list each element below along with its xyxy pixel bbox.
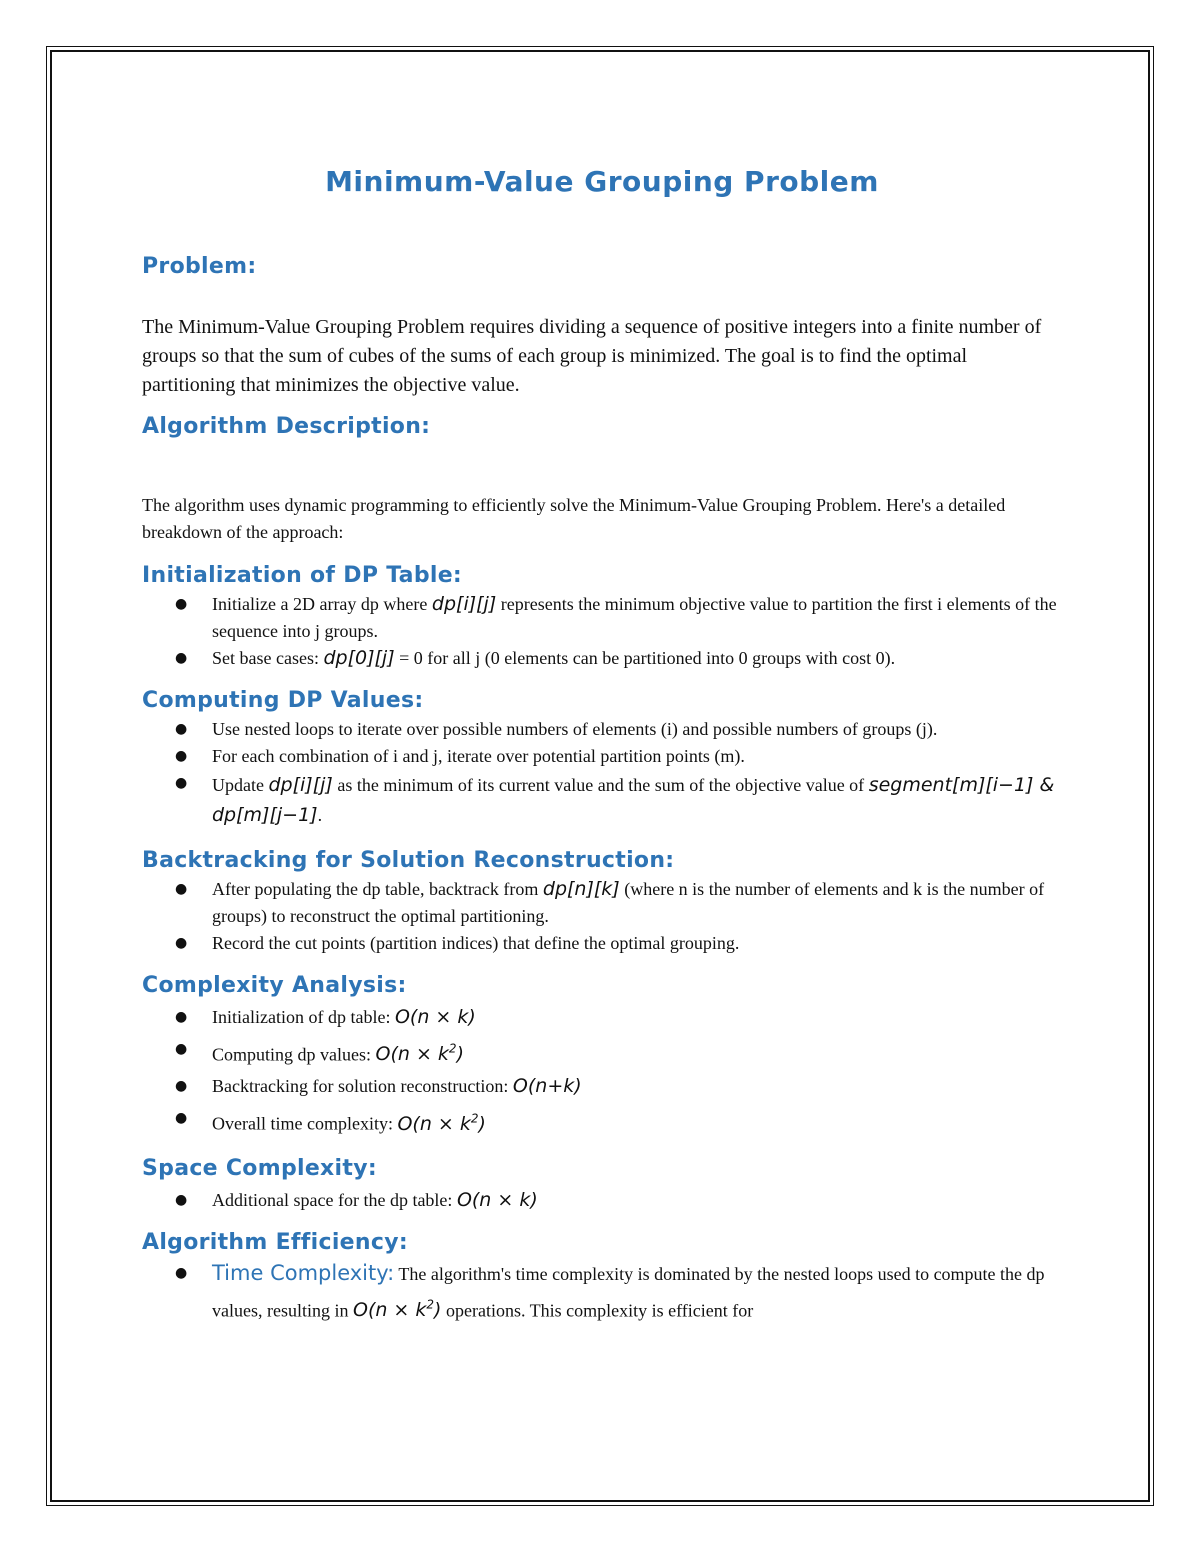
bullet-icon: ● — [175, 1009, 188, 1025]
math-expression: O(n+k) — [512, 1075, 582, 1098]
efficiency-heading: Algorithm Efficiency: — [142, 1229, 408, 1255]
backtracking-heading: Backtracking for Solution Reconstruction: — [142, 848, 675, 873]
efficiency-list — [142, 1258, 1062, 1326]
init-heading: Initialization of DP Table: — [142, 563, 463, 588]
math-expression: dp[n][k] — [542, 878, 620, 900]
bullet-icon: ● — [175, 1110, 188, 1127]
bullet-icon: ● — [175, 1078, 188, 1095]
document-title: Minimum-Value Grouping Problem — [325, 165, 879, 198]
math-expression: $O(n \times k^2)$ — [375, 1042, 464, 1066]
computing-heading: Computing DP Values: — [142, 688, 424, 713]
list-item: ● Computing dp values: $O(n \times k^2)$ — [142, 1033, 1062, 1070]
bullet-icon: ● — [175, 1041, 188, 1057]
math-expression: O(n × k) — [394, 1006, 476, 1028]
bullet-icon: ● — [175, 748, 188, 764]
inline-heading: Time Complexity: — [212, 1260, 395, 1285]
math-expression: dp[i][j] — [431, 593, 497, 615]
space-heading: Space Complexity: — [142, 1155, 377, 1181]
list-item: ● Use nested loops to iterate over possible numbers of elements (i) and possible numbers of groups (j). — [142, 716, 1062, 743]
list-item: ● Time Complexity: The algorithm's time complexity is dominated by the nested loops used to compute the dp values, resulting in $O(n \times k^2)$ operations. This complexity is efficient for — [142, 1258, 1062, 1326]
complexity-list — [142, 1001, 1062, 1140]
math-expression: O(n × k) — [456, 1188, 538, 1211]
list-item: ● Additional space for the dp table: O(n × k) — [142, 1184, 1062, 1216]
algorithm-heading: Algorithm Description: — [142, 414, 431, 439]
math-expression: $O(n \times k^2)$ — [397, 1111, 486, 1135]
list-item: ● Update dp[i][j] as the minimum of its current value and the sum of the objective value of segment[m][i−1] & dp[m][j−1]. — [142, 770, 1062, 830]
math-expression: dp[i][j] — [268, 774, 333, 796]
init-list — [142, 591, 1062, 672]
complexity-heading: Complexity Analysis: — [142, 973, 407, 998]
document-content — [142, 160, 1062, 1326]
backtracking-list — [142, 876, 1062, 957]
algorithm-body: The algorithm uses dynamic programming to efficiently solve the Minimum-Value Grouping Problem. Here's a detailed breakdown of the approach: — [142, 495, 1006, 542]
problem-body: The Minimum-Value Grouping Problem requires dividing a sequence of positive integers into a finite number of groups so that the sum of cubes of the sums of each group is minimized. The goal is to find the optimal partitioning that minimizes the objective value. — [142, 316, 1042, 396]
math-expression: dp[0][j] — [323, 647, 395, 669]
list-item: ● Backtracking for solution reconstruction: O(n+k) — [142, 1070, 1062, 1102]
bullet-icon: ● — [175, 721, 188, 737]
bullet-icon: ● — [175, 650, 188, 666]
bullet-icon: ● — [175, 596, 188, 612]
list-item: ● After populating the dp table, backtrack from dp[n][k] (where n is the number of elements and k is the number of groups) to reconstruct the optimal partitioning. — [175, 878, 1045, 926]
math-expression: $O(n \times k^2)$ — [352, 1297, 442, 1321]
list-item: ● Record the cut points (partition indices) that define the optimal grouping. — [142, 930, 1062, 957]
computing-list — [142, 716, 1062, 830]
list-item: ● Set base cases: dp[0][j] = 0 for all j (0 elements can be partitioned into 0 groups with cost 0). — [142, 645, 1062, 672]
bullet-icon: ● — [175, 1191, 188, 1208]
bullet-icon: ● — [175, 775, 188, 791]
list-item: ● Initialize a 2D array dp where dp[i][j] represents the minimum objective value to partition the first i elements of the sequence into j groups. — [175, 593, 1057, 641]
bullet-icon: ● — [175, 935, 188, 951]
bullet-icon: ● — [175, 1264, 188, 1281]
list-item: ● Overall time complexity: $O(n \times k^2)$ — [142, 1102, 1062, 1139]
bullet-icon: ● — [175, 881, 188, 897]
space-list — [142, 1184, 1062, 1216]
problem-heading: Problem: — [142, 254, 257, 279]
list-item: ● For each combination of i and j, iterate over potential partition points (m). — [142, 743, 1062, 770]
math-expression: segment[m][i−1] & dp[m][j−1] — [212, 774, 1055, 826]
list-item: ● Initialization of dp table: O(n × k) — [142, 1001, 1062, 1033]
